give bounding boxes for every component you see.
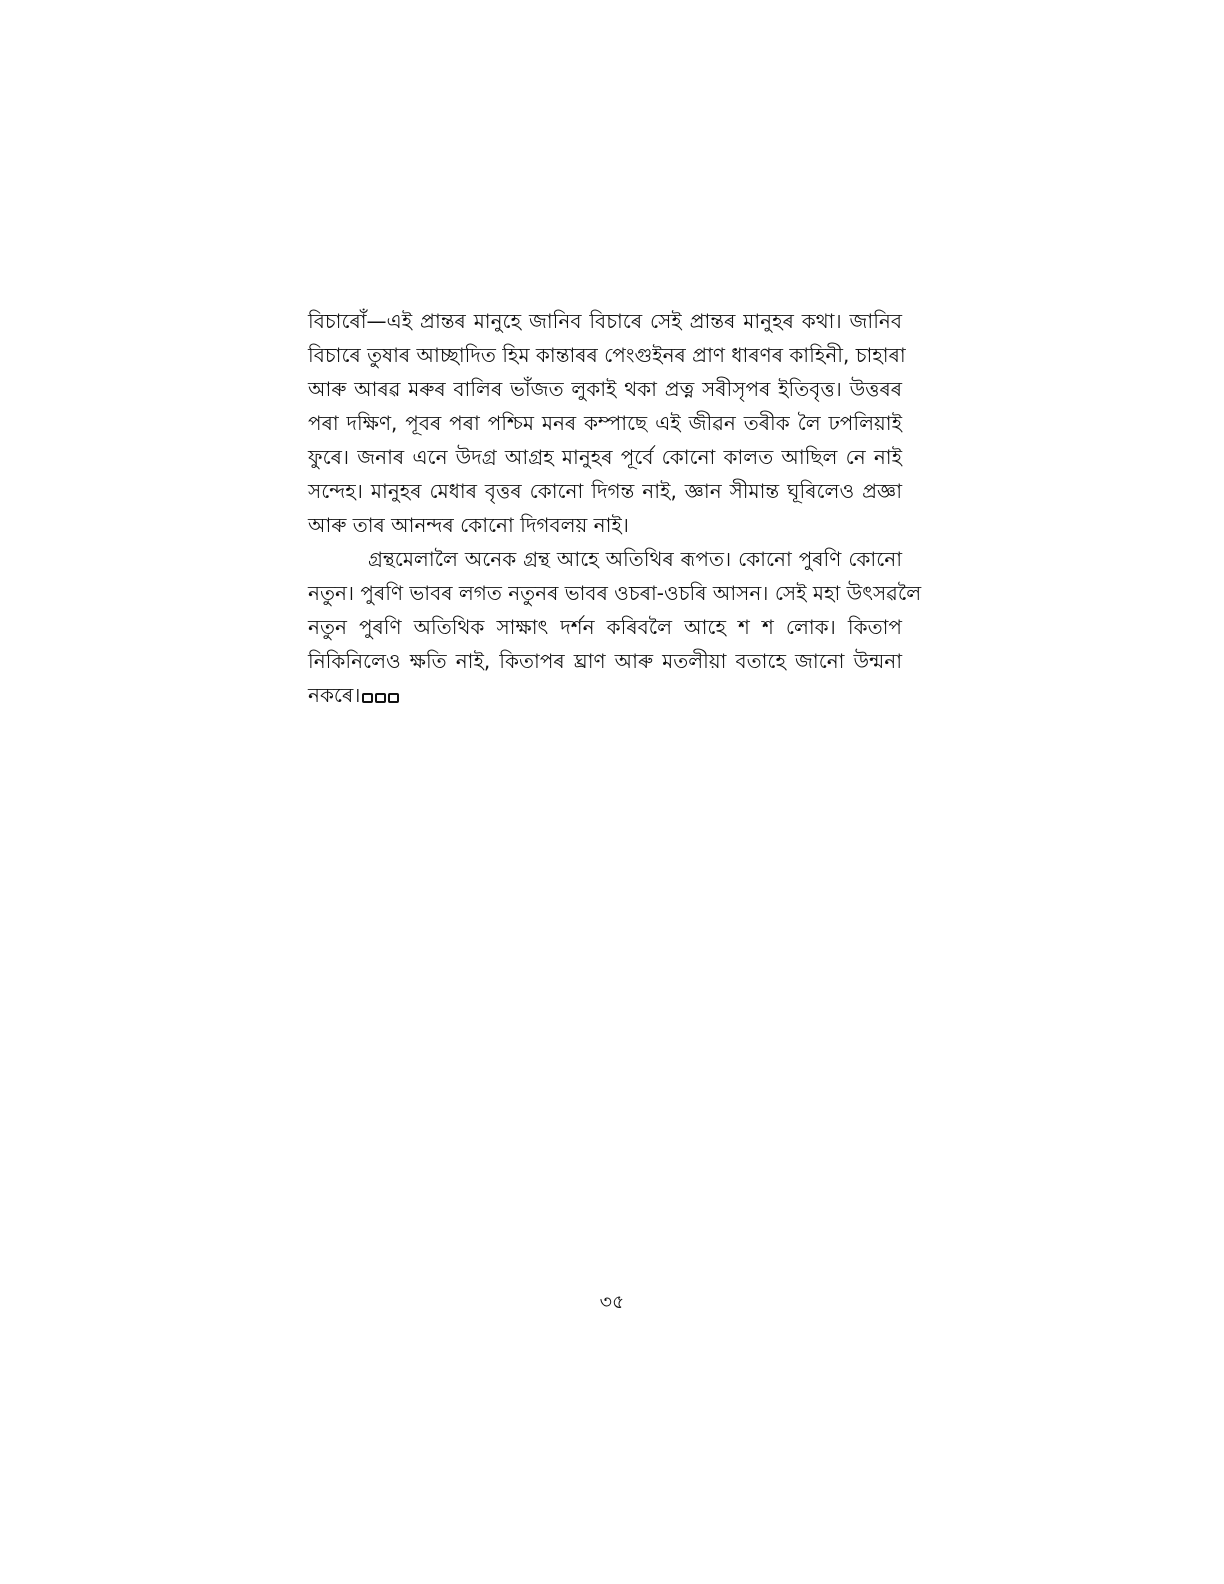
text-line: আৰু তাৰ আনন্দৰ কোনো দিগবলয় নাই। <box>308 513 629 537</box>
text-line: বিচাৰে তুষাৰ আচ্ছাদিত হিম কান্তাৰৰ পেংগুইনৰ প্ৰাণ ধাৰণৰ কাহিনী, চাহাৰা <box>308 343 906 367</box>
page-number: ৩৫ <box>599 1291 625 1313</box>
final-line-text: নকৰে। <box>308 683 361 707</box>
text-line: আৰু আৰৱ মৰুৰ বালিৰ ভাঁজত লুকাই থকা প্ৰত্ন সৰীসৃপৰ ইতিবৃত্ত। উত্তৰৰ <box>308 377 902 401</box>
text-line: নিকিনিলেও ক্ষতি নাই, কিতাপৰ ঘ্ৰাণ আৰু মতলীয়া বতাহে জানো উন্মনা <box>308 649 902 673</box>
text-line: নতুন। পুৰণি ভাবৰ লগত নতুনৰ ভাবৰ ওচৰা-ওচৰি আসন। সেই মহা উৎসৱলৈ <box>308 581 922 605</box>
body-text <box>308 304 922 712</box>
text-line: নতুন পুৰণি অতিথিক সাক্ষাৎ দৰ্শন কৰিবলৈ আহে শ শ লোক। কিতাপ <box>308 615 902 639</box>
text-line: পৰা দক্ষিণ, পূবৰ পৰা পশ্চিম মনৰ কম্পাছে এই জীৱন তৰীক লৈ ঢপলিয়াই <box>308 411 902 435</box>
paragraph-1 <box>308 304 906 542</box>
end-box-icon <box>375 693 386 703</box>
text-line: সন্দেহ। মানুহৰ মেধাৰ বৃত্তৰ কোনো দিগন্ত নাই, জ্ঞান সীমান্ত ঘূৰিলেও প্ৰজ্ঞা <box>308 479 902 503</box>
paragraph-2 <box>308 542 922 712</box>
text-line: ফুৰে। জনাৰ এনে উদগ্ৰ আগ্ৰহ মানুহৰ পূৰ্বে কোনো কালত আছিল নে নাই <box>308 445 902 469</box>
text-line: বিচাৰোঁ—এই প্ৰান্তৰ মানুহে জানিব বিচাৰে সেই প্ৰান্তৰ মানুহৰ কথা। জানিব <box>308 309 902 333</box>
text-line: গ্ৰন্থমেলালৈ অনেক গ্ৰন্থ আহে অতিথিৰ ৰূপত। কোনো পুৰণি কোনো <box>368 547 902 571</box>
end-box-icon <box>362 693 373 703</box>
end-of-article-marks <box>362 680 401 714</box>
final-text-line <box>308 678 902 712</box>
end-box-icon <box>388 693 399 703</box>
